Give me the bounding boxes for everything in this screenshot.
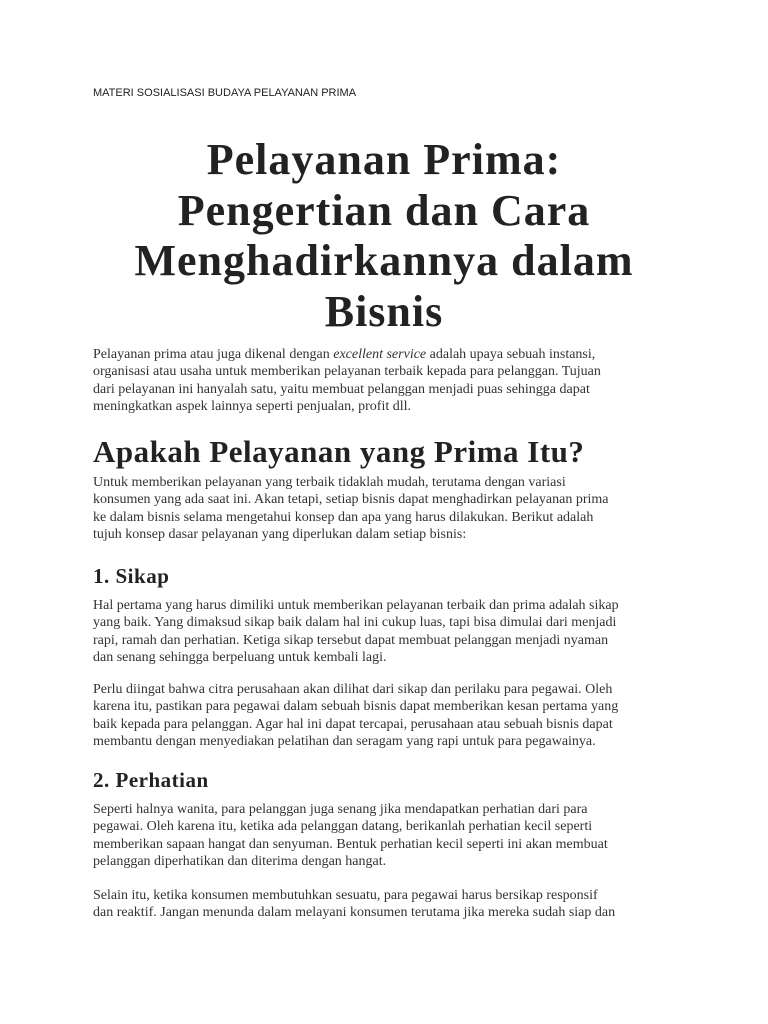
paragraph-line: konsumen yang ada saat ini. Akan tetapi, setiap bisnis dapat menghadirkan pelayanan prima — [93, 492, 609, 508]
paragraph-line: membantu dengan menyediakan pelatihan dan seragam yang rapi untuk para pegawainya. — [93, 733, 596, 749]
paragraph-line: ke dalam bisnis selama mengetahui konsep dan apa yang harus dilakukan. Berikut adalah — [93, 509, 594, 525]
paragraph-line: Hal pertama yang harus dimiliki untuk memberikan pelayanan terbaik dan prima adalah sikap — [93, 598, 619, 613]
paragraph-line: memberikan sapaan hangat dan senyuman. Bentuk perhatian kecil seperti ini akan membuat — [93, 836, 608, 852]
subheading-sikap: 1. Sikap — [93, 564, 170, 588]
intro-text-after: adalah upaya sebuah instansi, — [426, 347, 596, 362]
title-line: Menghadirkannya dalam — [134, 236, 634, 285]
sikap-paragraph-2 — [93, 681, 618, 750]
title-line: Pengertian dan Cara — [177, 185, 591, 235]
paragraph-line: rapi, ramah dan perhatian. Ketiga sikap tersebut dapat membuat pelanggan menjadi nyaman — [93, 632, 609, 648]
paragraph-line: karena itu, pastikan para pegawai dalam sebuah bisnis dapat memberikan kesan pertama yang — [93, 699, 619, 715]
sikap-paragraph-1 — [93, 597, 619, 666]
perhatian-paragraph-1 — [93, 801, 608, 870]
paragraph-line: meningkatkan aspek lainnya seperti penjualan, profit dll. — [93, 398, 412, 414]
intro-paragraph — [93, 346, 601, 415]
perhatian-paragraph-2 — [93, 887, 615, 922]
paragraph-line: organisasi atau usaha untuk memberikan pelayanan terbaik kepada para pelanggan. Tujuan — [93, 364, 601, 380]
intro-italic-term: excellent service — [333, 347, 427, 362]
paragraph-line: Seperti halnya wanita, para pelanggan juga senang jika mendapatkan perhatian dari para — [93, 802, 588, 817]
paragraph-line: tujuh konsep dasar pelayanan yang diperlukan dalam setiap bisnis: — [93, 526, 467, 542]
subheading-perhatian: 2. Perhatian — [93, 768, 209, 792]
paragraph-line — [93, 346, 601, 363]
title-line: Pelayanan Prima: — [206, 135, 562, 184]
paragraph-line: Selain itu, ketika konsumen membutuhkan sesuatu, para pegawai harus bersikap responsif — [93, 888, 598, 903]
paragraph-line: dari pelayanan ini hanyalah satu, yaitu membuat pelanggan menjadi puas sehingga dapat — [93, 381, 590, 397]
paragraph-line: dan reaktif. Jangan menunda dalam melayani konsumen terutama jika mereka sudah siap dan — [93, 905, 616, 921]
section-heading: Apakah Pelayanan yang Prima Itu? — [93, 434, 585, 469]
paragraph-line: baik kepada para pelanggan. Agar hal ini dapat tercapai, perusahaan atau sebuah bisnis dapat — [93, 716, 613, 732]
paragraph-line: yang baik. Yang dimaksud sikap baik dalam hal ini cukup luas, tapi bisa dimulai dari menjadi — [93, 615, 617, 631]
section-paragraph — [93, 474, 609, 543]
paragraph-line: Perlu diingat bahwa citra perusahaan akan dilihat dari sikap dan perilaku para pegawai. Oleh — [93, 682, 613, 697]
title-line: Bisnis — [324, 286, 444, 336]
paragraph-line: pegawai. Oleh karena itu, ketika ada pelanggan datang, berikanlah perhatian kecil seperti — [93, 819, 593, 835]
document-header: MATERI SOSIALISASI BUDAYA PELAYANAN PRIMA — [93, 87, 357, 99]
paragraph-line: Untuk memberikan pelayanan yang terbaik tidaklah mudah, terutama dengan variasi — [93, 475, 566, 490]
intro-text-before: Pelayanan prima atau juga dikenal dengan — [93, 347, 334, 362]
paragraph-line: pelanggan diperhatikan dan diterima dengan hangat. — [93, 853, 387, 869]
page-title — [0, 135, 768, 337]
paragraph-line: dan senang sehingga berpeluang untuk kembali lagi. — [93, 649, 387, 665]
